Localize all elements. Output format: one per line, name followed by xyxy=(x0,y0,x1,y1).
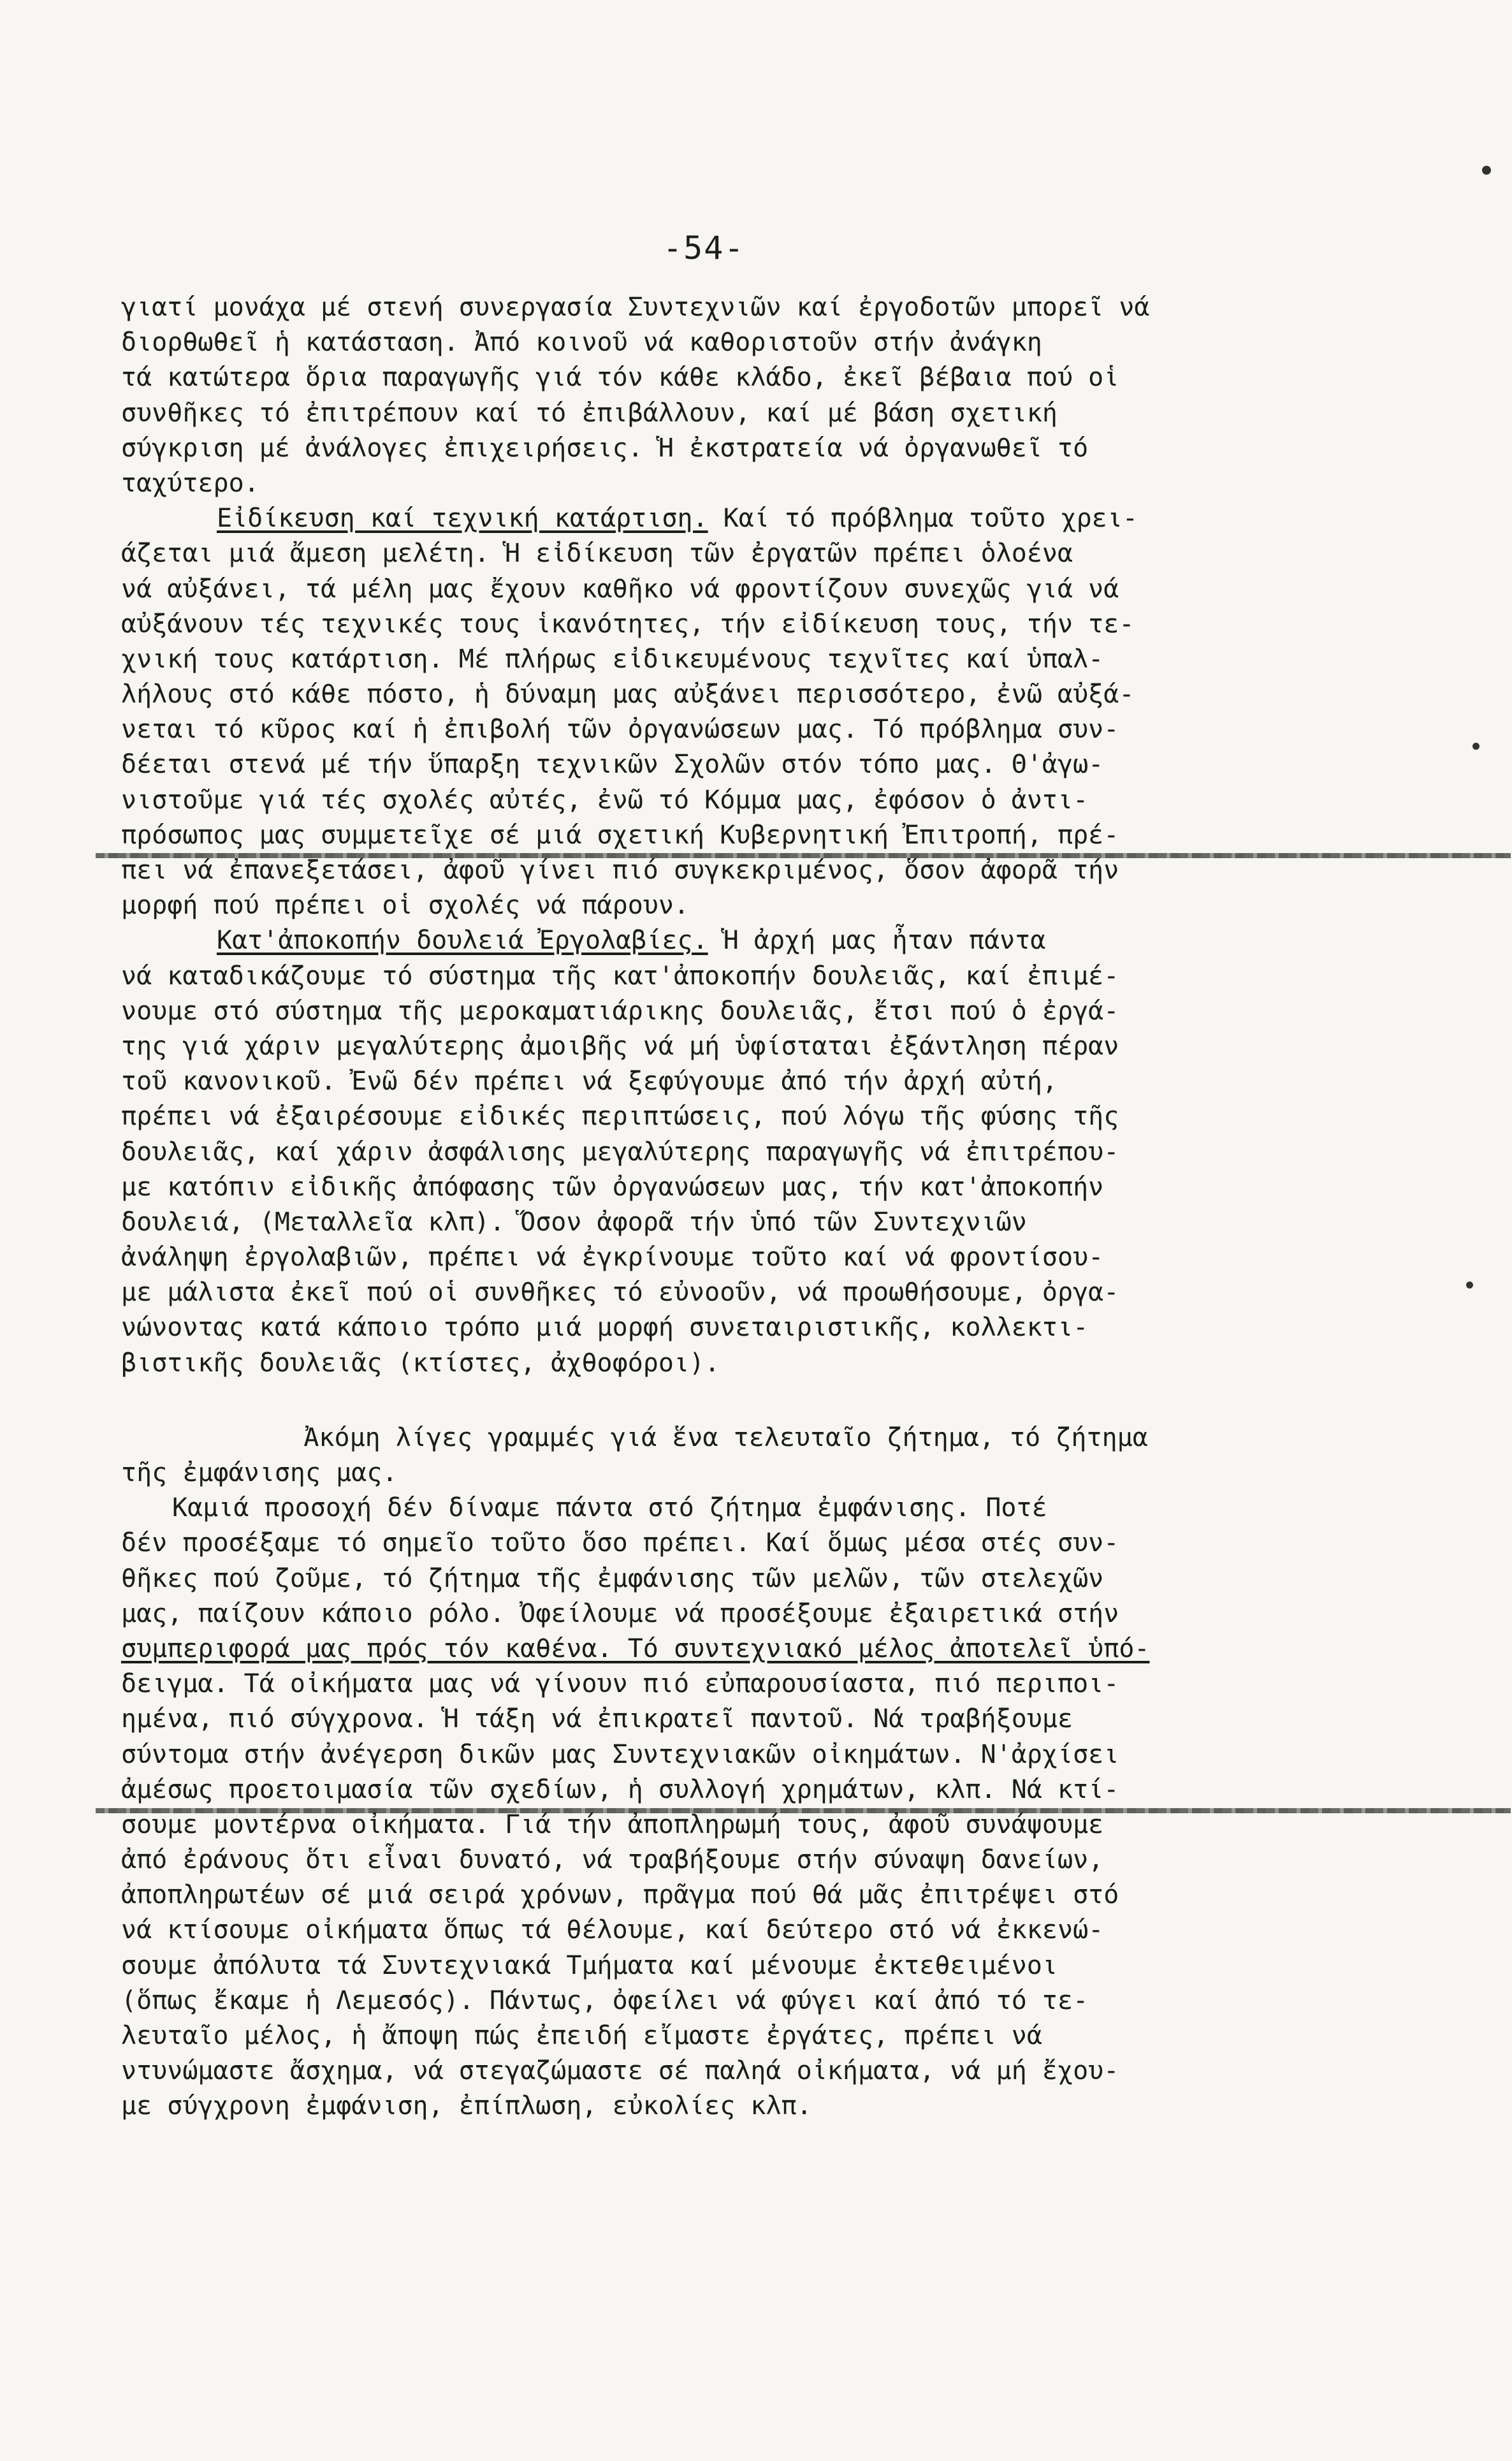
text-line: σουμε ἀπόλυτα τά Συντεχνιακά Τμήματα καί μένουμε ἐκτεθειμένοι xyxy=(121,1950,1058,1980)
paragraph-appearance-body xyxy=(121,1491,1415,2124)
text-line: ημένα, πιό σύγχρονα. Ἡ τάξη νά ἐπικρατεῖ παντοῦ. Νά τραβήξουμε xyxy=(121,1704,1073,1734)
text-line: δειγμα. Τά οἰκήματα μας νά γίνουν πιό εὐπαρουσίαστα, πιό περιποι- xyxy=(121,1669,1119,1699)
text-line: συνθῆκες τό ἐπιτρέπουν καί τό ἐπιβάλλουν, καί μέ βάση σχετική xyxy=(121,398,1058,428)
text-line: νά καταδικάζουμε τό σύστημα τῆς κατ'ἀποκοπήν δουλειᾶς, καί ἐπιμέ- xyxy=(121,961,1119,991)
text-line: σουμε μοντέρνα οἰκήματα. Γιά τήν ἀποπληρωμή τους, ἀφοῦ συνάψουμε xyxy=(121,1809,1104,1839)
text-line: νιστοῦμε γιά τές σχολές αὐτές, ἐνῶ τό Κόμμα μας, ἐφόσον ὁ ἀντι- xyxy=(121,785,1089,815)
text-line: λήλους στό κάθε πόστο, ἡ δύναμη μας αὐξάνει περισσότερο, ἐνῶ αὐξά- xyxy=(121,680,1135,710)
paragraph-1 xyxy=(121,290,1415,501)
section-heading-piecework: Κατ'ἀποκοπήν δουλειά Ἐργολαβίες. xyxy=(217,926,708,956)
text-line: μορφή πού πρέπει οἱ σχολές νά πάρουν. xyxy=(121,891,690,921)
text-line: δουλειᾶς, καί χάριν ἀσφάλισης μεγαλύτερης παραγωγῆς νά ἐπιτρέπου- xyxy=(121,1137,1119,1167)
text-line: τοῦ κανονικοῦ. Ἐνῶ δέν πρέπει νά ξεφύγουμε ἀπό τήν ἀρχή αὐτή, xyxy=(121,1067,1058,1097)
text-line: νεται τό κῦρος καί ἡ ἐπιβολή τῶν ὀργανώσεων μας. Τό πρόβλημα συν- xyxy=(121,715,1119,745)
text-line: δέν προσέξαμε τό σημεῖο τοῦτο ὅσο πρέπει. Καί ὅμως μέσα στές συν- xyxy=(121,1528,1119,1558)
text-line: ἀπό ἐράνους ὅτι εἶναι δυνατό, νά τραβήξουμε στήν σύναψη δανείων, xyxy=(121,1845,1104,1875)
text-line: άζεται μιά ἄμεση μελέτη. Ἡ εἰδίκευση τῶν ἐργατῶν πρέπει ὁλοένα xyxy=(121,539,1073,569)
text-line: ταχύτερο. xyxy=(121,468,259,498)
section-piecework xyxy=(121,923,1415,1380)
text-line: Καμιά προσοχή δέν δίναμε πάντα στό ζήτημα ἐμφάνισης. Ποτέ xyxy=(172,1493,1047,1523)
text-line: βιστικῆς δουλειᾶς (κτίστες, ἀχθοφόροι). xyxy=(121,1348,720,1378)
scan-speck xyxy=(1472,743,1479,750)
text-line: σύντομα στήν ἀνέγερση δικῶν μας Συντεχνιακῶν οἰκημάτων. Ν'ἀρχίσει xyxy=(121,1739,1119,1769)
text-line: διορθωθεῖ ἡ κατάσταση. Ἀπό κοινοῦ νά καθοριστοῦν στήν ἀνάγκη xyxy=(121,328,1042,358)
text-line: πρέπει νά ἐξαιρέσουμε εἰδικές περιπτώσεις, πού λόγω τῆς φύσης τῆς xyxy=(121,1102,1119,1132)
text-line: τῆς ἐμφάνισης μας. xyxy=(121,1458,398,1487)
text-line: ντυνώμαστε ἄσχημα, νά στεγαζώμαστε σέ παληά οἰκήματα, νά μή ἔχου- xyxy=(121,2056,1119,2086)
section-heading-specialisation: Εἰδίκευση καί τεχνική κατάρτιση. xyxy=(217,504,708,534)
paragraph-gap xyxy=(121,1381,1415,1420)
text-line: λευταῖο μέλος, ἡ ἄποψη πώς ἐπειδή εἴμαστε ἐργάτες, πρέπει νά xyxy=(121,2021,1042,2050)
text-line: τά κατώτερα ὅρια παραγωγῆς γιά τόν κάθε κλάδο, ἐκεῖ βέβαια πού οἱ xyxy=(121,363,1119,393)
text-line: πρόσωπος μας συμμετεῖχε σέ μιά σχετική Κυβερνητική Ἐπιτροπή, πρέ- xyxy=(121,820,1119,850)
text-line: Ἡ ἀρχή μας ἦταν πάντα xyxy=(708,926,1046,956)
text-line: συμπεριφορά μας πρός τόν καθένα. Τό συντεχνιακό μέλος ἀποτελεῖ ὑπό- xyxy=(121,1633,1150,1663)
document-body xyxy=(121,290,1415,2124)
text-line: αὐξάνουν τές τεχνικές τους ἱκανότητες, τήν εἰδίκευση τους, τήν τε- xyxy=(121,609,1135,639)
text-line: ἀμέσως προετοιμασία τῶν σχεδίων, ἡ συλλογή χρημάτων, κλπ. Νά κτί- xyxy=(121,1774,1119,1804)
text-line: χνική τους κατάρτιση. Μέ πλήρως εἰδικευμένους τεχνῖτες καί ὑπαλ- xyxy=(121,644,1104,674)
text-line: Καί τό πρόβλημα τοῦτο χρει- xyxy=(708,504,1138,534)
text-line: πει νά ἐπανεξετάσει, ἀφοῦ γίνει πιό συγκεκριμένος, ὅσον ἀφορᾶ τήν xyxy=(121,856,1119,885)
text-line: γιατί μονάχα μέ στενή συνεργασία Συντεχνιῶν καί ἐργοδοτῶν μπορεῖ νά xyxy=(121,293,1150,322)
text-line: ἀποπληρωτέων σέ μιά σειρά χρόνων, πρᾶγμα πού θά μᾶς ἐπιτρέψει στό xyxy=(121,1880,1119,1910)
text-line: θῆκες πού ζοῦμε, τό ζήτημα τῆς ἐμφάνισης τῶν μελῶν, τῶν στελεχῶν xyxy=(121,1563,1104,1593)
text-line: νουμε στό σύστημα τῆς μεροκαματιάρικης δουλειᾶς, ἔτσι πού ὁ ἐργά- xyxy=(121,996,1119,1026)
section-first-line xyxy=(121,923,1415,958)
text-line: δέεται στενά μέ τήν ὕπαρξη τεχνικῶν Σχολῶν στόν τόπο μας. Θ'ἀγω- xyxy=(121,750,1104,780)
text-line: δουλειά, (Μεταλλεῖα κλπ). Ὅσον ἀφορᾶ τήν ὑπό τῶν Συντεχνιῶν xyxy=(121,1207,1027,1237)
scan-speck xyxy=(1466,1282,1473,1289)
text-line: μας, παίζουν κάποιο ρόλο. Ὀφείλουμε νά προσέξουμε ἐξαιρετικά στήν xyxy=(121,1598,1119,1628)
text-line: της γιά χάριν μεγαλύτερης ἀμοιβῆς νά μή ὑφίσταται ἐξάντληση πέραν xyxy=(121,1031,1119,1061)
text-line: σύγκριση μέ ἀνάλογες ἐπιχειρήσεις. Ἡ ἐκστρατεία νά ὀργανωθεῖ τό xyxy=(121,433,1089,463)
section-first-line xyxy=(121,501,1415,536)
text-line: με σύγχρονη ἐμφάνιση, ἐπίπλωση, εὐκολίες κλπ. xyxy=(121,2091,812,2121)
text-line: Ἀκόμη λίγες γραμμές γιά ἕνα τελευταῖο ζήτημα, τό ζήτημα xyxy=(242,1422,1148,1452)
text-line: με μάλιστα ἐκεῖ πού οἱ συνθῆκες τό εὐνοοῦν, νά προωθήσουμε, ὀργα- xyxy=(121,1278,1119,1308)
text-line: νά αὐξάνει, τά μέλη μας ἔχουν καθῆκο νά φροντίζουν συνεχῶς γιά νά xyxy=(121,574,1119,604)
scan-speck xyxy=(1482,166,1491,175)
text-line: νώνοντας κατά κάποιο τρόπο μιά μορφή συνεταιριστικῆς, κολλεκτι- xyxy=(121,1313,1089,1343)
text-line: νά κτίσουμε οἰκήματα ὅπως τά θέλουμε, καί δεύτερο στό νά ἐκκενώ- xyxy=(121,1915,1104,1945)
text-line: ἀνάληψη ἐργολαβιῶν, πρέπει νά ἐγκρίνουμε τοῦτο καί νά φροντίσου- xyxy=(121,1243,1104,1273)
text-line: με κατόπιν εἰδικῆς ἀπόφασης τῶν ὀργανώσεων μας, τήν κατ'ἀποκοπήν xyxy=(121,1172,1104,1202)
text-line: (ὅπως ἔκαμε ἡ Λεμεσός). Πάντως, ὀφείλει νά φύγει καί ἀπό τό τε- xyxy=(121,1985,1089,2015)
paragraph-appearance-intro xyxy=(121,1420,1415,1491)
page-number: -54- xyxy=(663,230,745,267)
section-specialisation xyxy=(121,501,1415,923)
